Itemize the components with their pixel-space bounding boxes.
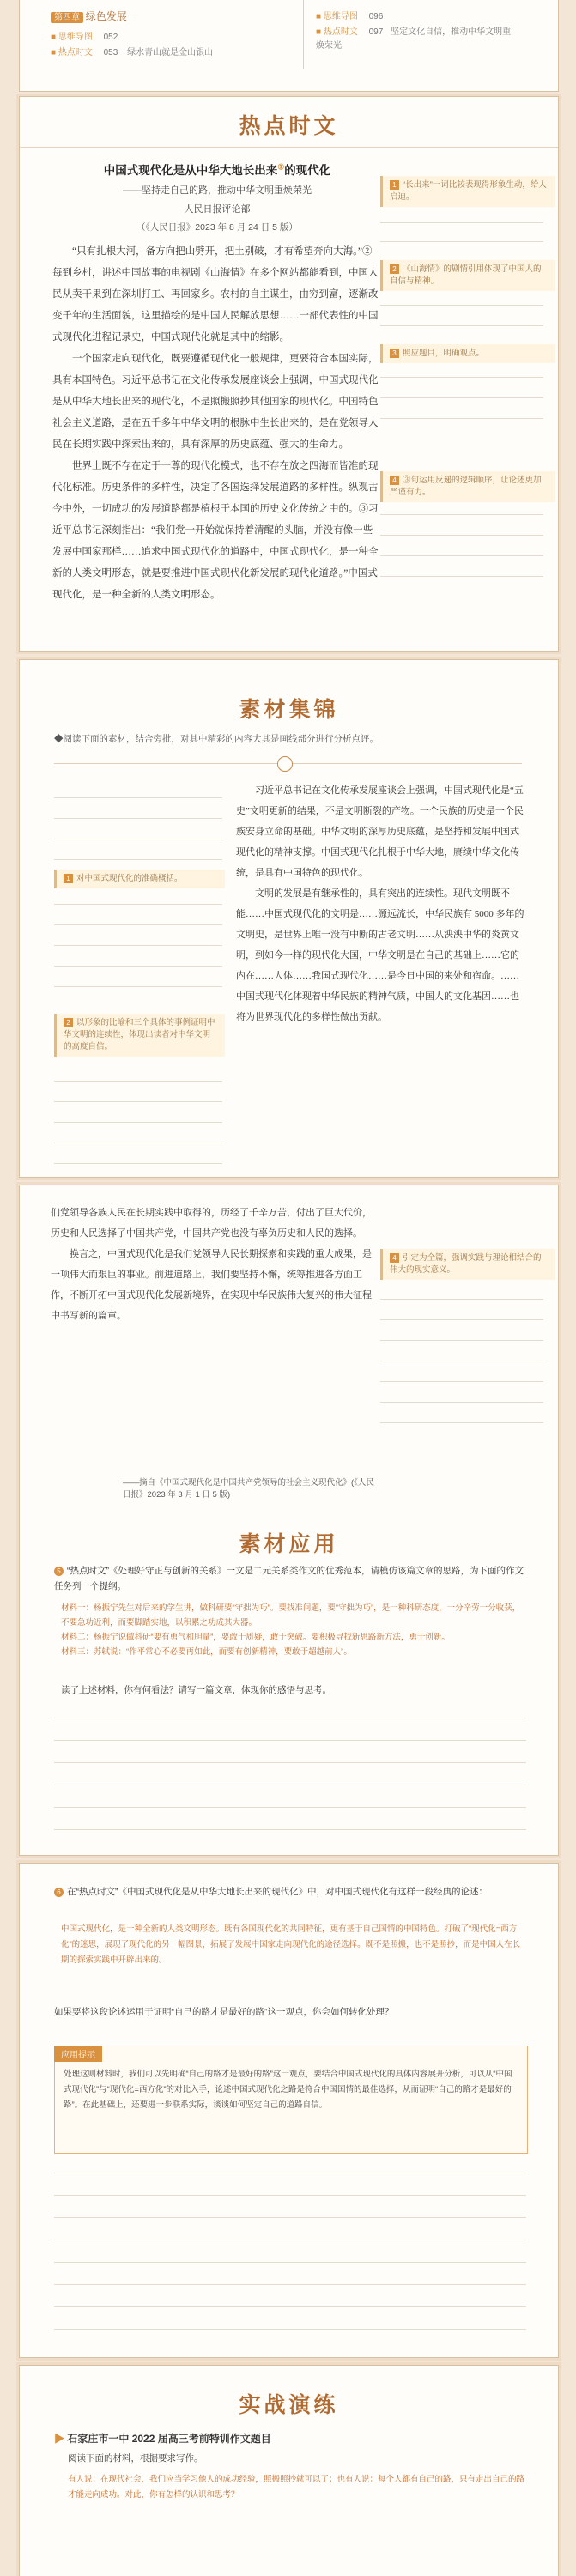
materials-list — [61, 1601, 524, 1659]
writing-line — [54, 859, 222, 860]
hint-text: 处理这则材料时，我们可以先明确“自己的路才是最好的路”这一观点，要结合中国式现代化的具体内容展开分析，可以从“中国式现代化”与“现代化=西方化”的对比入手，论述中国式现代化之路是符合中国国情的最佳选择，从而证明“自己的路才是最好的路”。在此基础上，还要进一步联系实际，谈谈如何坚定自己的道路自信。 — [64, 2070, 512, 2110]
article-title — [54, 161, 380, 178]
question-task: 读了上述材料，你有何看法？请写一篇文章，体现你的感悟与思考。 — [61, 1685, 331, 1695]
article-title-tail: 的现代化 — [284, 164, 331, 177]
section-title: 素材应用 — [239, 1531, 339, 1556]
writing-line — [54, 924, 222, 925]
section-title: 实战演练 — [239, 2392, 339, 2417]
writing-line — [54, 2306, 526, 2307]
divider — [303, 0, 304, 69]
hint-label: 应用提示 — [54, 2046, 102, 2062]
index-label: 热点时文 — [58, 48, 93, 58]
article-title-mark: ① — [277, 162, 285, 172]
practice-text: 有人说：在现代社会，我们应当学习他人的成功经验，照搬照抄就可以了；也有人说：每个人都有自己的路，只有走出自己的路才能走向成功。对此，你有怎样的认识和思考？ — [68, 2475, 525, 2500]
writing-line — [54, 2262, 526, 2263]
material-item: 材料三：苏轼说：“作平常心不必要再如此，而要有创新精神，要敢于超越前人”。 — [61, 1647, 352, 1657]
writing-line — [380, 1422, 543, 1423]
writing-line — [380, 305, 543, 306]
writing-line — [54, 1807, 526, 1808]
index-label: 思维导图 — [58, 33, 93, 42]
side-note: 2 以形象的比喻和三个具体的事例证明中华文明的连续性，体现出读者对中华文明的高度自信。 — [54, 1014, 225, 1057]
practice-school: 石家庄市一中 2022 届高三考前特训作文题目 — [67, 2433, 271, 2445]
question-6-card — [19, 1863, 559, 2358]
writing-line — [380, 397, 543, 398]
question-5 — [54, 1563, 526, 1594]
index-bullet-icon: ■ — [51, 48, 57, 58]
material-body — [236, 780, 528, 1158]
hint-box — [54, 2046, 528, 2154]
index-page: 053 — [103, 48, 118, 58]
side-note-text: “长出来”一词比较表现得形象生动，给人启迪。 — [390, 180, 547, 202]
chapter-title: 绿色发展 — [85, 10, 127, 22]
writing-line — [54, 1829, 526, 1830]
paragraph: 们党领导各族人民在长期实践中取得的，历经了千辛万苦，付出了巨大代价，历史和人民选择了中国共产党，中国共产党也没有辜负历史和人民的选择。 — [51, 1208, 372, 1239]
writing-line — [380, 1340, 543, 1341]
writing-line — [54, 986, 222, 987]
material-item: 材料二：杨振宁说做科研“要有勇气和胆量”，要敢于质疑，敢于突破。要积极寻找新思路新方法，勇于创新。 — [61, 1633, 450, 1642]
writing-line — [54, 2217, 526, 2218]
index-bullet-icon: ■ — [51, 33, 57, 42]
side-note-text: 引定为全篇，强调实践与理论相结合的伟大的现实意义。 — [390, 1253, 542, 1275]
paragraph: “只有扎根大河，备方向把山劈开，把土别破，才有希望奔向大海。”②每到乡村，讲述中国故事的电视剧《山海情》在多个网站都能看到，中国人民从卖干果到在深圳打工、再回家乡。农村的自主谋生，由穷到富，逐渐改变千年的生活面貌，这里描绘的是中国人民解放思想……一部代表性的中国式现代化进程记录史，中国式现代化就是其中的缩影。 — [52, 246, 379, 342]
index-label: 思维导图 — [323, 12, 358, 21]
material-item: 材料一：杨振宁先生对后来的学生讲，做科研要“守拙为巧”。要找准问题，要“守拙为巧”，是一种科研态度，一分辛劳一分收获，不要急功近利，而要脚踏实地，以积累之功成其大器。 — [61, 1603, 521, 1627]
section-title: 热点时文 — [239, 113, 339, 138]
article-subtitle: ——坚持走自己的路，推动中华文明重焕荣光 — [123, 185, 312, 196]
paragraph: 世界上既不存在定于一尊的现代化模式，也不存在放之四海而皆准的现代化标准。历史条件的多样性，决定了各国选择发展道路的多样性。纵观古今中外，一切成功的发展道路都是植根于本国的历史文化传统之中的。③习近平总书记深刻指出：“我们党一开始就保持着清醒的头脑，并没有像一些发展中国家那样……追求中国式现代化的道路中，中国式现代化，是一种全新的人类文明形态，就是要推进中国式现代化新发展的现代化道路。”中国式现代化，是一种全新的人类文明形态。 — [52, 461, 379, 600]
chapter-index-strip — [19, 0, 559, 92]
writing-line — [54, 797, 222, 798]
side-note: 1 “长出来”一词比较表现得形象生动，给人启迪。 — [380, 176, 555, 207]
article-source: （《人民日报》2023 年 8 月 24 日 5 版） — [136, 222, 298, 233]
question-6 — [54, 1884, 531, 1900]
material-intro: ◆阅读下面的素材，结合旁批，对其中精彩的内容大其是画线部分进行分析点评。 — [54, 734, 379, 744]
writing-line — [54, 904, 222, 905]
writing-line — [54, 966, 222, 967]
writing-line — [380, 418, 543, 419]
writing-line — [380, 222, 543, 223]
apply-card — [19, 1185, 559, 1856]
side-note: 2 《山海情》的剧情引用体现了中国人的自信与精神。 — [380, 260, 555, 291]
index-text: 绿水青山就是金山银山 — [127, 48, 214, 58]
side-note: 4 引定为全篇，强调实践与理论相结合的伟大的现实意义。 — [380, 1249, 555, 1280]
paragraph: 一个国家走向现代化，既要遵循现代化一般规律，更要符合本国实际，具有本国特色。习近平总书记在文化传承发展座谈会上强调，中国式现代化是从中华大地长出来的现代化，不是照搬照抄其他国家的现代化。中国特色社会主义道路，是在五千多年中华文明的根脉中生长出来的，是在党领导人民在长期实践中探索出来的，具有深厚的历史底蕴、强大的生命力。 — [52, 354, 379, 450]
arrow-icon: ▶ — [54, 2433, 65, 2445]
ornament-icon — [277, 756, 293, 772]
paragraph: 换言之，中国式现代化是我们党领导人民长期探索和实践的重大成果，是一项伟大而艰巨的事业。前进道路上，我们要坚持不懈，统筹推进各方面工作，不断开拓中国式现代化发展新境界，在实现中华民族伟大复兴的伟大征程中书写新的篇章。 — [51, 1249, 372, 1321]
writing-line — [380, 325, 543, 326]
practice-instruction: 阅读下面的材料，根据要求写作。 — [68, 2453, 203, 2464]
index-item[interactable] — [316, 9, 383, 21]
hot-article-card — [19, 96, 559, 652]
index-bullet-icon: ■ — [316, 27, 322, 37]
writing-line — [54, 2284, 526, 2285]
index-page: 097 — [368, 27, 384, 37]
writing-line — [380, 1381, 543, 1382]
article-author: 人民日报评论部 — [184, 204, 251, 215]
writing-line — [54, 1122, 222, 1123]
side-note-text: 《山海情》的剧情引用体现了中国人的自信与精神。 — [390, 264, 542, 286]
writing-line — [54, 1101, 222, 1102]
writing-line — [380, 241, 543, 242]
writing-line — [380, 555, 543, 556]
writing-line — [380, 1319, 543, 1320]
writing-line — [54, 2329, 526, 2330]
writing-line — [54, 945, 222, 946]
article-title-main: 中国式现代化是从中华大地长出来 — [103, 164, 278, 177]
article-body — [52, 241, 380, 636]
question-quote: 中国式现代化，是一种全新的人类文明形态。既有各国现代化的共同特征，更有基于自己国情的中国特色。打破了“现代化=西方化”的迷思，展现了现代化的另一幅图景，拓展了发展中国家走向现代化的途径选择。既不是照搬，也不是照抄，而是中国人在长期的探索实践中开辟出来的。 — [61, 1924, 521, 1965]
writing-line — [54, 818, 222, 819]
side-note-text: 照应题目，明确观点。 — [403, 349, 485, 358]
writing-line — [380, 576, 543, 577]
continued-body — [51, 1203, 377, 1477]
section-title: 素材集锦 — [239, 697, 339, 722]
writing-line — [54, 2195, 526, 2196]
side-note: 3 照应题目，明确观点。 — [380, 344, 555, 363]
article-header — [54, 161, 380, 233]
side-note-text: 以形象的比喻和三个具体的事例证明中华文明的连续性，体现出读者对中华文明的高度自信。 — [64, 1018, 215, 1052]
chapter-badge: 第四章 — [51, 12, 83, 23]
writing-line — [380, 514, 543, 515]
side-note-text: 对中国式现代化的准确概括。 — [76, 874, 183, 883]
side-note-text: ③句运用反递的逻辑顺序，让论述更加严谨有力。 — [390, 476, 542, 497]
writing-line — [380, 1402, 543, 1403]
index-label: 热点时文 — [323, 27, 358, 37]
question-text: “热点时文”《处理好守正与创新的关系》一文是二元关系类作文的优秀范本，请模仿该篇文章的思路，为下面的作文任务列一个提纲。 — [54, 1566, 524, 1591]
index-item[interactable] — [316, 26, 513, 53]
divider — [20, 147, 558, 148]
writing-line — [54, 1081, 222, 1082]
question-number: 6 — [54, 1888, 64, 1897]
index-text: 坚定文化自信，推动中华文明重焕荣光 — [316, 27, 512, 51]
index-page: 052 — [103, 33, 118, 42]
index-page: 096 — [368, 12, 384, 21]
writing-line — [54, 1762, 526, 1763]
writing-line — [54, 1163, 222, 1164]
side-note: 4 ③句运用反递的逻辑顺序，让论述更加严谨有力。 — [380, 471, 555, 502]
paragraph: 习近平总书记在文化传承发展座谈会上强调，中国式现代化是“五史”文明更新的结果，不是文明断裂的产物。一个民族的历史是一个民族安身立命的基础。中华文明的深厚历史底蕴，是坚持和发展中国式现代化的精神支撑。中国式现代化扎根于中华大地，赓续中华文化传统，是具有中国特色的现代化。 — [236, 785, 524, 878]
paragraph: 文明的发展是有继承性的，具有突出的连续性。现代文明既不能……中国式现代化的文明是……源远流长，中华民族有 5000 多年的文明史，是世界上唯一没有中断的古老文明……从泱泱中华的炎黄文明，到如今一样的现代化大国，中华文明是在自己的基础上……它的内在……人体……我国式现代化……是今日中国的来处和宿命。……中国式现代化体现着中华民族的精神气质，中国人的文化基因……也将为世界现代化的多样性做出贡献。 — [236, 888, 524, 1022]
chapter-heading — [51, 9, 127, 23]
question-number: 5 — [54, 1567, 64, 1576]
question-text: 在“热点时文”《中国式现代化是从中华大地长出来的现代化》中，对中国式现代化有这样一段经典的论述： — [67, 1887, 488, 1897]
citation: ——摘自《中国式现代化是中国共产党领导的社会主义现代化》(《人民日报》2023 年 3 月 1 日 5 版) — [123, 1478, 374, 1500]
writing-line — [380, 535, 543, 536]
writing-line — [380, 377, 543, 378]
index-item[interactable] — [51, 45, 213, 58]
writing-line — [54, 1740, 526, 1741]
writing-line — [380, 1299, 543, 1300]
practice-card — [19, 2365, 559, 2576]
material-card — [19, 659, 559, 1178]
practice-heading — [54, 2431, 271, 2446]
side-note: 1 对中国式现代化的准确概括。 — [54, 870, 225, 888]
index-bullet-icon: ■ — [316, 12, 322, 21]
index-item[interactable] — [51, 29, 118, 42]
question-task: 如果要将这段论述运用于证明“自己的路才是最好的路”这一观点，你会如何转化处理？ — [54, 2007, 394, 2017]
